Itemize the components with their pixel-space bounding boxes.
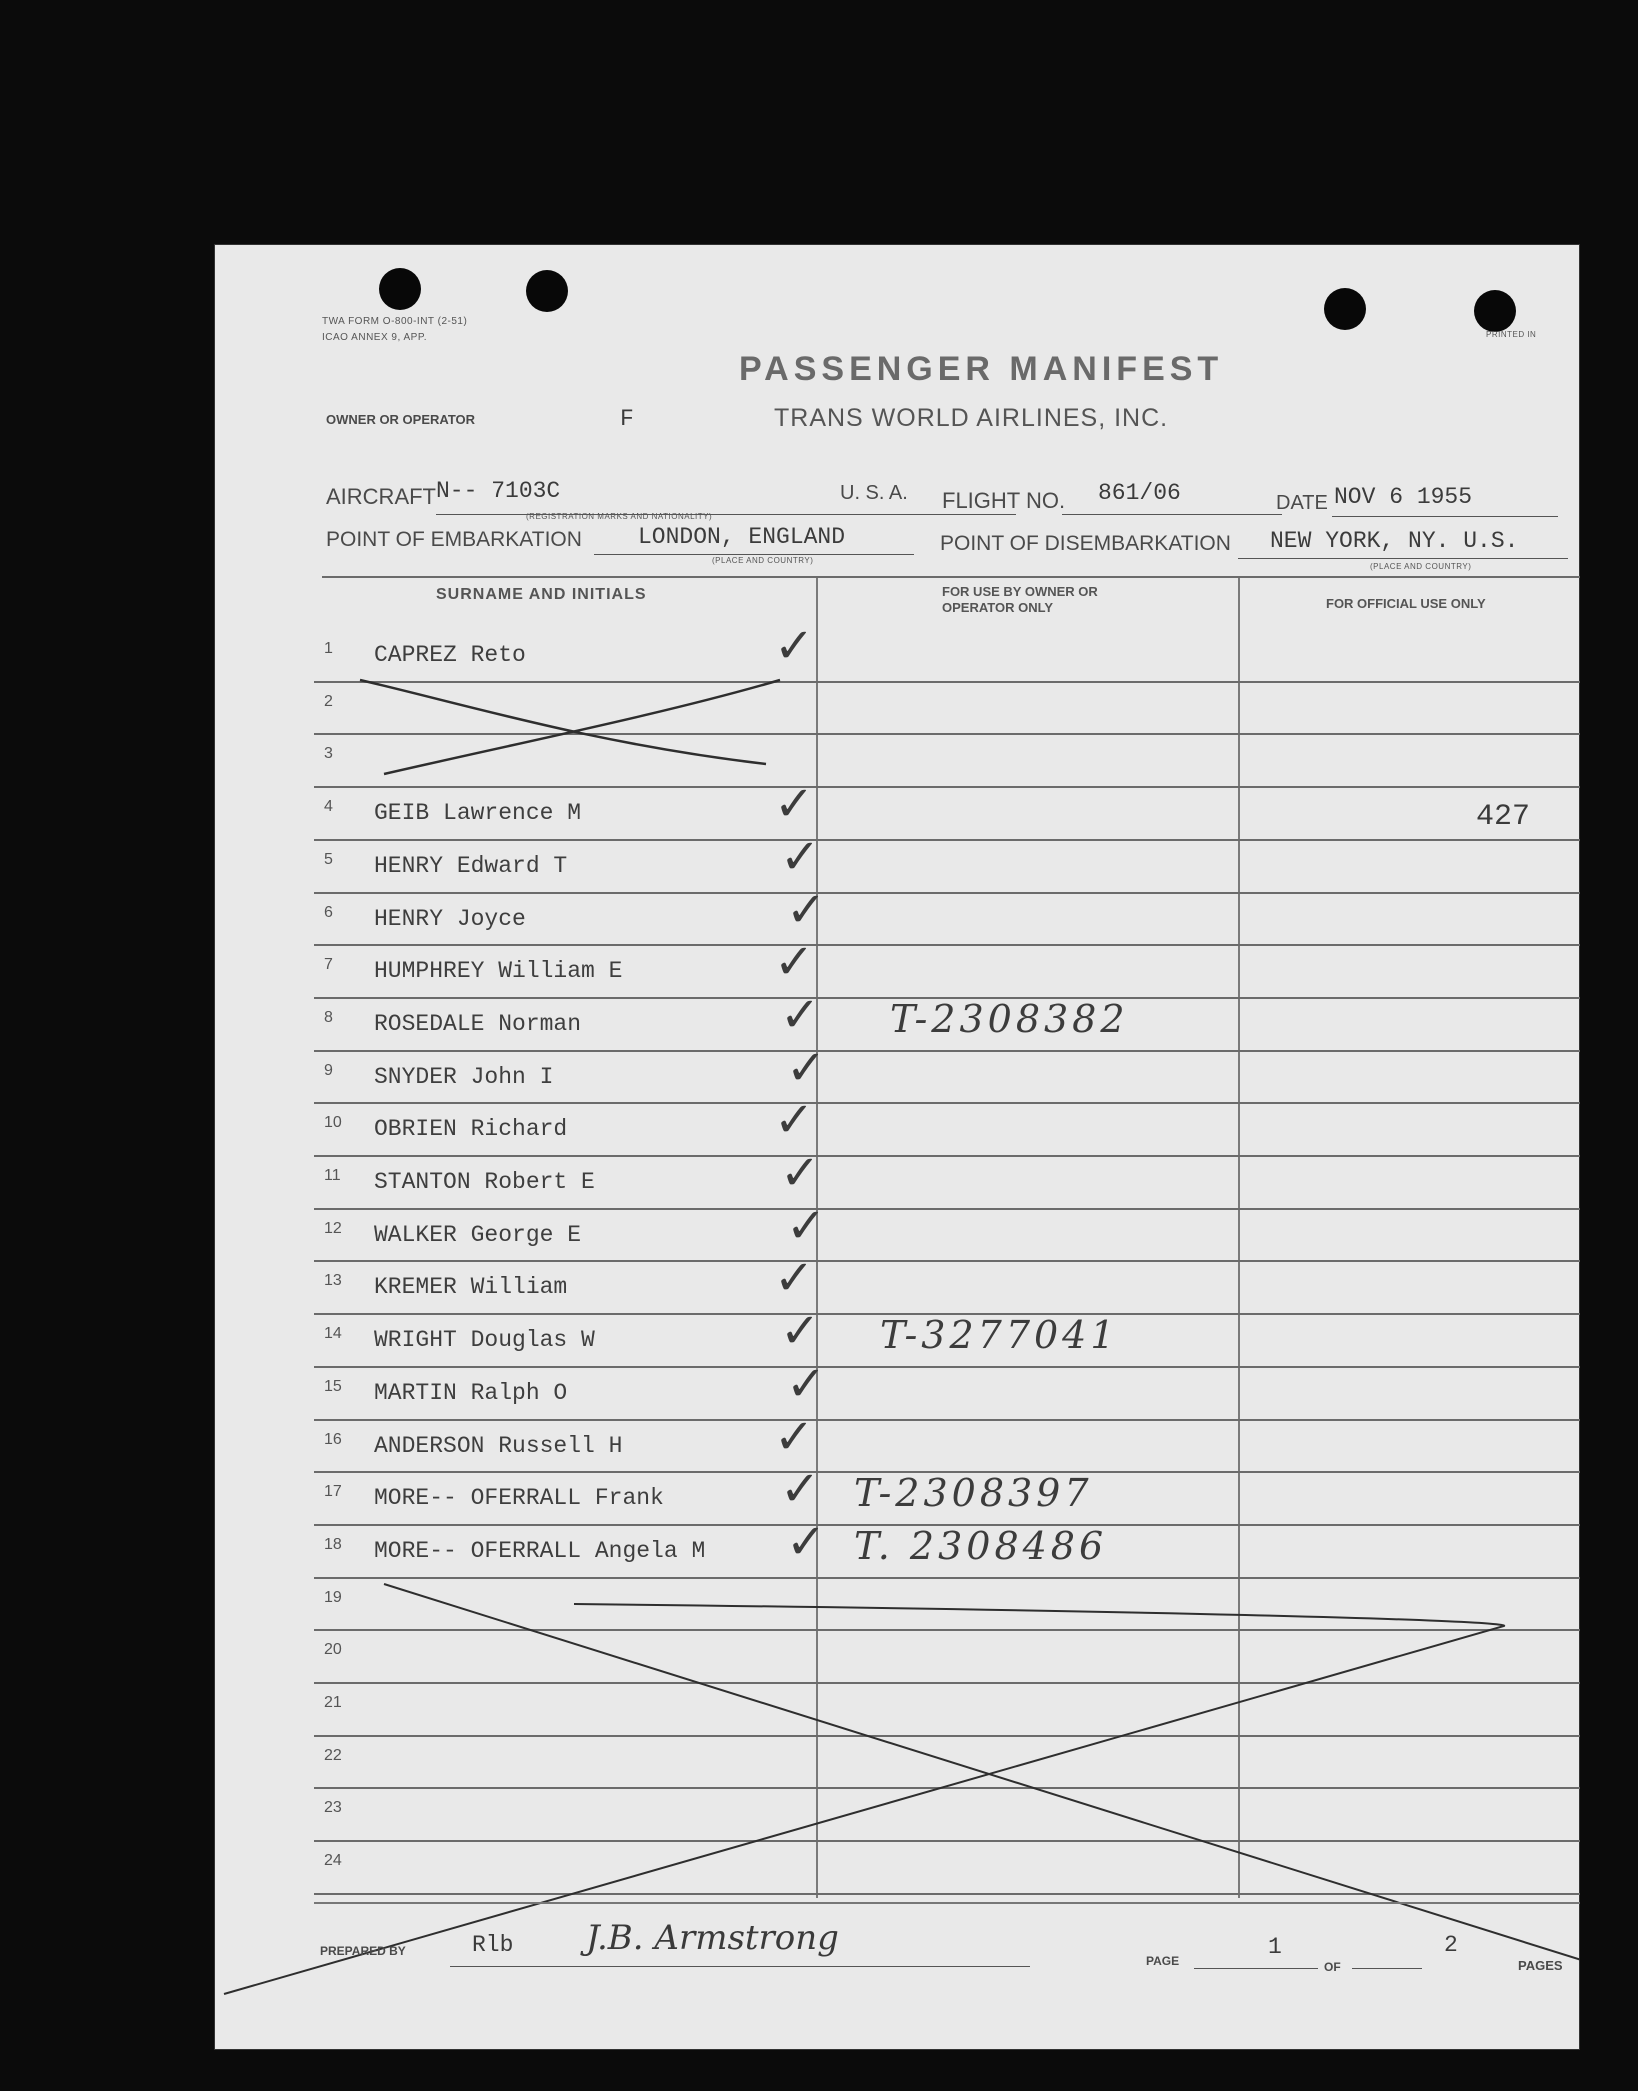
- row-number: 18: [324, 1535, 342, 1553]
- embarkation-underline: [594, 554, 914, 555]
- passenger-name: ANDERSON Russell H: [374, 1432, 623, 1459]
- row-number: 16: [324, 1430, 342, 1448]
- check-mark-icon: ✓: [780, 1461, 821, 1518]
- operator-label: OWNER OR OPERATOR: [326, 412, 476, 427]
- row-number: 24: [324, 1852, 342, 1870]
- row-number: 6: [324, 903, 333, 921]
- prepared-by-label: PREPARED BY: [320, 1944, 406, 1958]
- check-mark-icon: ✓: [774, 1250, 815, 1307]
- punch-hole: [1474, 290, 1516, 332]
- ticket-number: T. 2308486: [854, 1523, 1108, 1568]
- embarkation-value: LONDON, ENGLAND: [638, 524, 846, 550]
- passenger-name: HENRY Joyce: [374, 905, 526, 932]
- row-rule: [314, 1208, 1580, 1210]
- date-value: NOV 6 1955: [1334, 484, 1473, 510]
- passenger-name: WALKER George E: [374, 1221, 582, 1248]
- row-number: 8: [324, 1008, 333, 1026]
- ticket-number: T-2308397: [854, 1471, 1093, 1516]
- row-rule: [314, 1260, 1580, 1262]
- passenger-name: HENRY Edward T: [374, 852, 568, 879]
- aircraft-sublabel: (REGISTRATION MARKS AND NATIONALITY): [526, 512, 713, 521]
- flight-label: FLIGHT NO.: [942, 488, 1066, 513]
- check-mark-icon: ✓: [786, 881, 827, 938]
- row-number: 17: [324, 1483, 342, 1501]
- row-rule: [314, 1787, 1580, 1789]
- passenger-name: GEIB Lawrence M: [374, 800, 582, 827]
- row-rule: [314, 1419, 1580, 1421]
- row-rule: [314, 786, 1580, 788]
- check-mark-icon: ✓: [780, 1303, 821, 1360]
- operator-mark: F: [620, 406, 634, 432]
- total-underline: [1352, 1968, 1422, 1969]
- check-mark-icon: ✓: [780, 1145, 821, 1201]
- check-mark-icon: ✓: [774, 1092, 815, 1149]
- row-rule: [314, 892, 1580, 894]
- row-rule: [314, 1366, 1580, 1368]
- strike-row-2: [360, 680, 766, 764]
- flight-value: 861/06: [1098, 480, 1181, 506]
- passenger-name: ROSEDALE Norman: [374, 1010, 582, 1037]
- row-number: 22: [324, 1746, 342, 1764]
- flight-underline: [1062, 514, 1282, 515]
- punch-hole: [1324, 288, 1366, 330]
- owner-column-header: FOR USE BY OWNER OR OPERATOR ONLY: [942, 584, 1098, 615]
- check-mark-icon: ✓: [786, 1513, 827, 1570]
- embarkation-label: POINT OF EMBARKATION: [326, 528, 582, 551]
- check-mark-icon: ✓: [780, 828, 821, 885]
- disembarkation-underline: [1238, 558, 1568, 559]
- official-note: 427: [1476, 800, 1531, 834]
- check-mark-icon: ✓: [780, 986, 821, 1043]
- check-mark-icon: ✓: [774, 776, 815, 833]
- disembarkation-value: NEW YORK, NY. U.S.: [1270, 528, 1519, 554]
- row-number: 1: [324, 640, 333, 657]
- passenger-name: WRIGHT Douglas W: [374, 1327, 595, 1354]
- row-number: 2: [324, 692, 333, 710]
- total-pages: 2: [1444, 1932, 1458, 1958]
- ticket-number: T-3277041: [880, 1313, 1119, 1358]
- surname-column-header: SURNAME AND INITIALS: [436, 586, 647, 603]
- page-underline: [1194, 1968, 1318, 1969]
- row-number: 5: [324, 850, 333, 868]
- row-number: 12: [324, 1219, 342, 1237]
- header-rule: [322, 576, 1580, 578]
- of-label: OF: [1324, 1960, 1341, 1974]
- passenger-name: OBRIEN Richard: [374, 1116, 568, 1143]
- strike-unused-rows-b: [224, 1604, 1504, 1994]
- row-rule: [314, 839, 1580, 841]
- row-rule: [314, 1735, 1580, 1737]
- page-label: PAGE: [1146, 1954, 1180, 1968]
- ticket-number: T-2308382: [890, 996, 1129, 1041]
- form-number: TWA FORM O-800-INT (2-51): [322, 316, 468, 327]
- row-number: 7: [324, 956, 333, 974]
- footer-rule: [314, 1902, 1580, 1904]
- page-number: 1: [1268, 1934, 1282, 1960]
- pages-label: PAGES: [1518, 1958, 1563, 1973]
- punch-hole: [526, 270, 568, 312]
- date-underline: [1332, 516, 1558, 517]
- check-mark-icon: ✓: [786, 1197, 827, 1254]
- check-mark-icon: ✓: [774, 1408, 815, 1465]
- passenger-name: SNYDER John I: [374, 1063, 554, 1090]
- punch-hole: [379, 268, 421, 310]
- row-rule: [314, 1050, 1580, 1052]
- passenger-name: HUMPHREY William E: [374, 958, 623, 985]
- embarkation-sublabel: (PLACE AND COUNTRY): [712, 556, 814, 565]
- prepared-by-initials: Rlb: [472, 1932, 514, 1958]
- disembarkation-label: POINT OF DISEMBARKATION: [940, 532, 1231, 555]
- row-rule: [314, 1893, 1580, 1895]
- row-rule: [314, 733, 1580, 735]
- row-number: 21: [324, 1694, 342, 1711]
- strike-row-3: [384, 680, 780, 774]
- row-rule: [314, 1840, 1580, 1842]
- passenger-name: STANTON Robert E: [374, 1169, 595, 1195]
- signature-underline: [450, 1966, 1030, 1967]
- row-rule: [314, 1155, 1580, 1157]
- signature: J.B. Armstrong: [586, 1918, 839, 1958]
- row-number: 13: [324, 1272, 342, 1290]
- passenger-name: CAPREZ Reto: [374, 642, 526, 668]
- row-number: 11: [324, 1167, 341, 1184]
- row-number: 10: [324, 1114, 342, 1132]
- row-rule: [314, 944, 1580, 946]
- passenger-name: MORE-- OFERRALL Angela M: [374, 1537, 706, 1564]
- official-column-header: FOR OFFICIAL USE ONLY: [1326, 596, 1486, 611]
- row-rule: [314, 1102, 1580, 1104]
- passenger-name: KREMER William: [374, 1274, 568, 1301]
- row-number: 20: [324, 1641, 342, 1659]
- row-number: 3: [324, 745, 333, 763]
- row-number: 4: [324, 798, 333, 816]
- aircraft-label: AIRCRAFT: [326, 484, 436, 509]
- row-rule: [314, 1629, 1580, 1631]
- aircraft-underline: [436, 514, 1016, 515]
- row-number: 23: [324, 1799, 342, 1817]
- passenger-name: MARTIN Ralph O: [374, 1379, 568, 1406]
- printed-in: PRINTED IN: [1486, 330, 1537, 339]
- row-rule: [314, 1577, 1580, 1579]
- row-number: 15: [324, 1377, 342, 1395]
- operator-name: TRANS WORLD AIRLINES, INC.: [774, 404, 1169, 432]
- strike-unused-rows-a: [384, 1584, 1580, 1964]
- form-annex: ICAO ANNEX 9, APP.: [322, 332, 427, 343]
- date-label: DATE: [1276, 492, 1328, 514]
- column-divider: [1238, 578, 1240, 1898]
- aircraft-value: N-- 7103C: [436, 478, 561, 504]
- row-rule: [314, 1682, 1580, 1684]
- check-mark-icon: ✓: [774, 618, 815, 674]
- check-mark-icon: ✓: [774, 934, 815, 991]
- row-number: 14: [324, 1325, 342, 1343]
- page-title: PASSENGER MANIFEST: [739, 350, 1224, 388]
- nationality: U. S. A.: [840, 482, 908, 504]
- manifest-sheet: [214, 244, 1580, 2050]
- passenger-name: MORE-- OFERRALL Frank: [374, 1485, 664, 1512]
- row-number: 9: [324, 1061, 333, 1079]
- row-number: 19: [324, 1588, 342, 1606]
- check-mark-icon: ✓: [786, 1039, 827, 1096]
- row-rule: [314, 681, 1580, 683]
- disembarkation-sublabel: (PLACE AND COUNTRY): [1370, 562, 1472, 571]
- check-mark-icon: ✓: [786, 1355, 827, 1412]
